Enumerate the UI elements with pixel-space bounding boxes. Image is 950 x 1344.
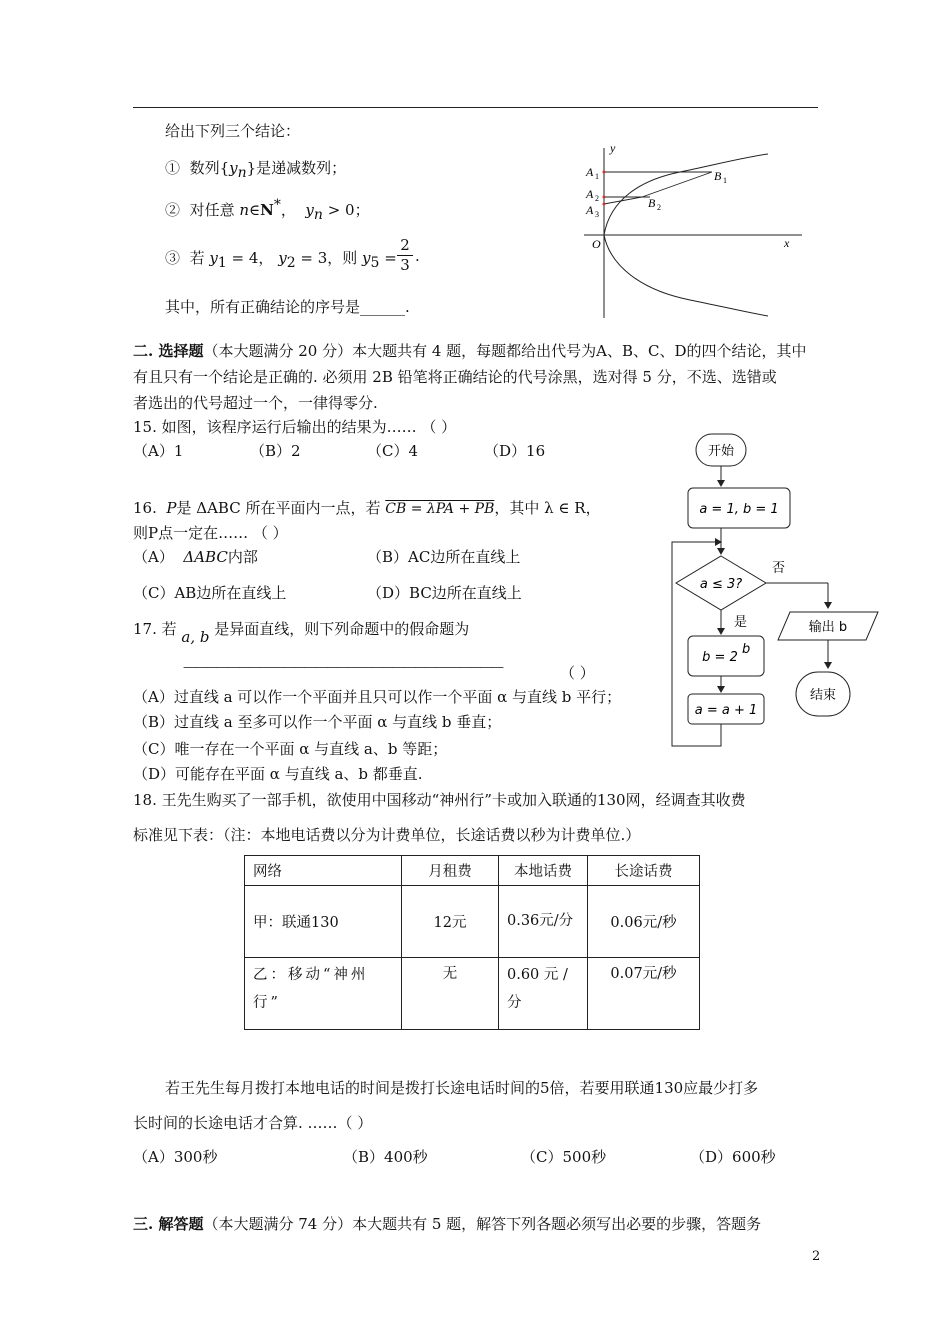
flow-inc-label: a = a + 1	[694, 703, 758, 718]
graph-label-o: O	[592, 237, 601, 251]
table-cell: 无	[402, 958, 499, 1030]
q15-option-d: （D）16	[484, 442, 546, 460]
q16-stem: 16. P是 ΔABC 所在平面内一点，若 CB = λPA + PB，其中 λ ∈ R，	[133, 499, 601, 517]
graph-label-b1: B	[714, 169, 722, 183]
section-3-line: 三. 解答题（本大题满分 74 分）本大题共有 5 题，解答下列各题必须写出必要的步骤，答题务	[133, 1215, 762, 1233]
q18-option-d: （D）600秒	[690, 1148, 776, 1166]
flow-yes-label: 是	[734, 615, 748, 630]
point-a1	[603, 171, 606, 174]
table-cell: 12元	[402, 886, 499, 958]
q17-option-d: （D）可能存在平面 α 与直线 a、b 都垂直.	[133, 765, 423, 783]
table-row	[245, 958, 700, 1030]
flow-assign-sup: b	[742, 642, 751, 657]
q16-option-d: （D）BC边所在直线上	[367, 584, 522, 602]
table-header-cell: 网络	[245, 856, 402, 886]
graph-sub-b2: 2	[657, 203, 661, 212]
q14-conclusion-3: ③ 若 $y_1 = 4$， $y_2 = 3$，则 $y_5$ =	[165, 249, 397, 271]
flow-no-label: 否	[772, 561, 786, 576]
header-rule	[133, 107, 818, 108]
parabola-upper	[604, 154, 768, 235]
q17-option-b: （B）过直线 a 至多可以作一个平面 α 与直线 b 垂直；	[133, 713, 502, 731]
table-cell: 0.60 元 /分	[499, 958, 588, 1030]
chord-b2-b1	[642, 172, 712, 197]
q16-option-c: （C）AB边所在直线上	[133, 584, 287, 602]
q18-line2: 标准见下表：（注：本地电话费以分为计费单位，长途话费以秒为计费单位.）	[133, 826, 641, 844]
flow-end-label: 结束	[809, 688, 837, 703]
point-a2	[603, 196, 606, 199]
graph-label-a2: A	[586, 187, 594, 201]
graph-sub-a2: 2	[595, 194, 599, 203]
q16-option-b: （B）AC边所在直线上	[367, 548, 521, 566]
q16-line2: 则P点一定在…… （ ）	[133, 524, 288, 542]
q18-para2: 长时间的长途电话才合算. ……（ ）	[133, 1114, 373, 1132]
q17-option-a: （A）过直线 a 可以作一个平面并且只可以作一个平面 α 与直线 b 平行；	[133, 688, 622, 706]
q18-line1: 18. 王先生购买了一部手机，欲使用中国移动“神州行”卡或加入联通的130网，经调查其收费	[133, 791, 746, 809]
table-header-cell: 月租费	[402, 856, 499, 886]
q18-para1: 若王先生每月拨打本地电话的时间是拨打长途电话时间的5倍，若要用联通130应最少打多	[165, 1079, 759, 1097]
flowchart	[668, 428, 890, 750]
graph-sub-b1: 1	[723, 176, 727, 185]
q17-option-c: （C）唯一存在一个平面 α 与直线 a、b 等距；	[133, 740, 448, 758]
q18-option-a: （A）300秒	[133, 1148, 218, 1166]
q18-option-c: （C）500秒	[521, 1148, 607, 1166]
section-2-line1: 二. 选择题（本大题满分 20 分）本大题共有 4 题，每题都给出代号为A、B、C、D的四个结论，其中	[133, 342, 807, 360]
section-2-line2: 有且只有一个结论是正确的. 必须用 2B 铅笔将正确结论的代号涂黑，选对得 5 分，不选、选错或	[133, 368, 777, 386]
table-header-cell: 本地话费	[499, 856, 588, 886]
table-row	[245, 886, 700, 958]
q15-option-b: （B）2	[250, 442, 301, 460]
q15-stem: 15. 如图，该程序运行后输出的结果为…… （ ）	[133, 418, 457, 436]
q15-option-c: （C）4	[367, 442, 419, 460]
q14-conclusion-2: ② 对任意 n∈N*， $y_n > 0$；	[165, 197, 370, 223]
q18-option-b: （B）400秒	[343, 1148, 428, 1166]
graph-label-b2: B	[648, 196, 656, 210]
q15-option-a: （A）1	[133, 442, 184, 460]
parabola-graph	[580, 140, 810, 320]
q14-given: 给出下列三个结论：	[165, 122, 301, 140]
section-2-line3: 者选出的代号超过一个，一律得零分.	[133, 394, 378, 412]
point-a3	[603, 203, 606, 206]
page-number: 2	[812, 1249, 821, 1264]
table-cell: 乙：移动“神州行”	[245, 958, 402, 1030]
q17-stem: 17. 若 a, b 是异面直线，则下列命题中的假命题为	[133, 620, 470, 646]
graph-label-y: y	[610, 141, 616, 155]
q16-option-a: （A） ΔABC内部	[133, 548, 258, 566]
parabola-lower	[604, 235, 768, 316]
graph-sub-a1: 1	[595, 172, 599, 181]
q14-conclusion-1: ① 数列$\{y_n\}$是递减数列；	[165, 159, 347, 181]
graph-label-a1: A	[586, 165, 594, 179]
flow-init-label: a = 1, b = 1	[699, 502, 779, 517]
q17-answer-line: —————————————————————————————	[183, 660, 502, 675]
q14-fraction: 2 3	[397, 236, 413, 274]
q14-period: .	[415, 247, 420, 265]
line-a3	[604, 197, 642, 204]
flow-cond-label: a ≤ 3?	[699, 577, 743, 592]
graph-label-a3: A	[586, 203, 594, 217]
flow-start-label: 开始	[707, 444, 735, 459]
flow-assign-label: b = 2	[702, 650, 738, 665]
flow-output-label: 输出 b	[808, 620, 848, 635]
fee-table	[244, 855, 700, 1030]
graph-sub-a3: 3	[595, 210, 599, 219]
table-cell: 甲：联通130	[245, 886, 402, 958]
table-cell: 0.07元/秒	[588, 958, 700, 1030]
graph-label-x: x	[784, 236, 790, 250]
table-cell: 0.36元/分	[499, 886, 588, 958]
table-header-cell: 长途话费	[588, 856, 700, 886]
table-header-row	[245, 856, 700, 886]
q14-ask: 其中，所有正确结论的序号是______.	[165, 298, 410, 316]
q17-paren: （ ）	[560, 664, 595, 682]
table-cell: 0.06元/秒	[588, 886, 700, 958]
